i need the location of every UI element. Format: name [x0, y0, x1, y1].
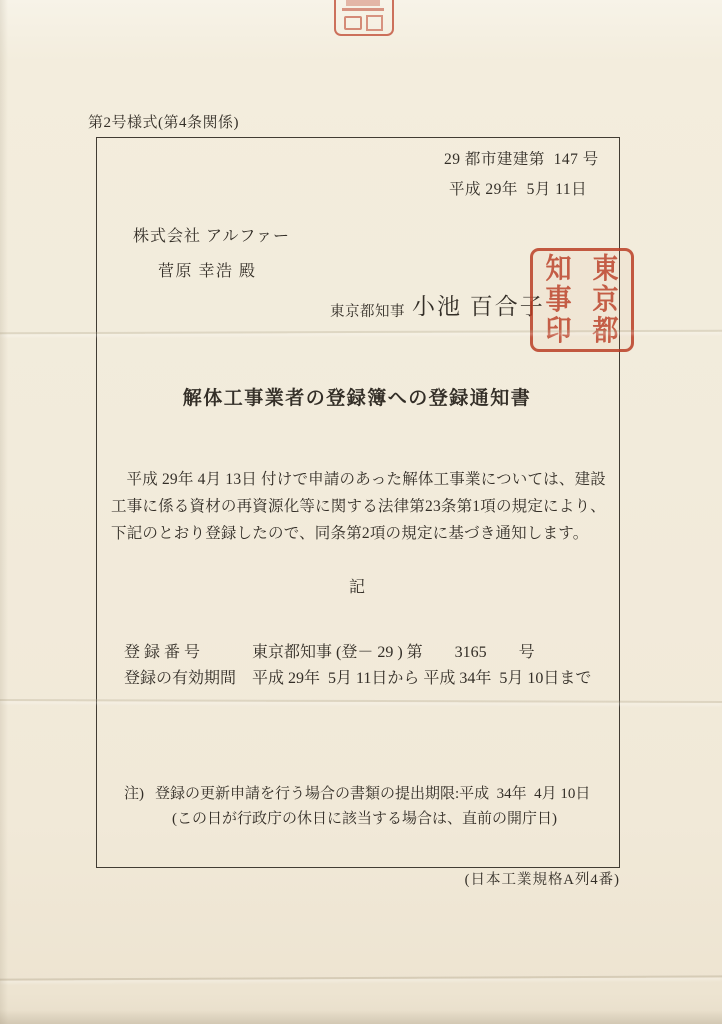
- note-deadline-line: 登録の更新申請を行う場合の書類の提出期限:平成 34年 4月 10日: [155, 786, 591, 802]
- document-number: 29 都市建建第 147 号: [444, 151, 599, 168]
- registration-period-value: 平成 29年 5月 11日から 平成 34年 5月 10日まで: [252, 670, 592, 687]
- stamp-mark: [346, 0, 380, 6]
- addressee-company: 株式会社 アルファー: [133, 228, 291, 245]
- body-paragraph: 平成 29年 4月 13日 付けで申請のあった解体工事業については、建設工事に係る資材の再資源化等に関する法律第23条第1項の規定により、下記のとおり登録したので、同条第2項の規定に基づき通知します。: [111, 471, 606, 543]
- addressee-person: 菅原 幸浩 殿: [158, 263, 257, 280]
- form-style-label: 第2号様式(第4条関係): [88, 115, 239, 131]
- registration-period-label: 登録の有効期間: [124, 670, 237, 687]
- partial-red-stamp-icon: [334, 0, 394, 36]
- seal-character: 知: [545, 252, 572, 285]
- document-title: 解体工事業者の登録簿への登録通知書: [182, 388, 532, 409]
- seal-character: 京: [592, 283, 619, 316]
- seal-character: 東: [592, 252, 619, 285]
- scan-edge-shadow: [0, 0, 8, 1024]
- sender-name: 小池 百合子: [412, 294, 545, 319]
- sender-title: 東京都知事: [330, 304, 405, 320]
- ki-separator: 記: [348, 579, 365, 596]
- seal-column-right: [592, 254, 618, 346]
- scan-edge-shadow: [0, 1010, 722, 1024]
- seal-character: 印: [545, 314, 572, 347]
- note-prefix: 注): [124, 786, 144, 802]
- stamp-mark: [366, 15, 383, 31]
- paper-crease: [0, 975, 722, 980]
- registration-number-label: 登 録 番 号: [124, 644, 201, 661]
- seal-character: 都: [592, 314, 619, 347]
- stamp-mark: [342, 8, 384, 11]
- seal-character: 事: [545, 283, 572, 316]
- governor-seal-stamp-icon: [530, 248, 634, 352]
- registration-number-value: 東京都知事 (登－ 29 ) 第 3165 号: [252, 644, 535, 661]
- document-date: 平成 29年 5月 11日: [449, 181, 588, 198]
- jis-paper-size-note: (日本工業規格A列4番): [464, 872, 620, 888]
- note-holiday-line: (この日が行政庁の休日に該当する場合は、直前の開庁日): [172, 811, 557, 827]
- stamp-mark: [344, 16, 362, 30]
